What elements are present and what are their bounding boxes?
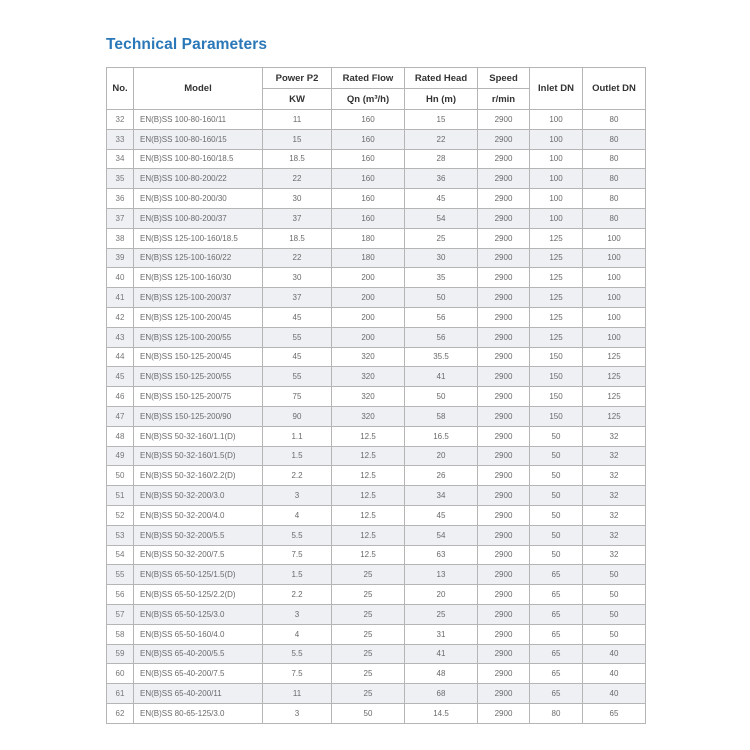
- cell-model: EN(B)SS 100-80-160/18.5: [134, 149, 263, 169]
- cell-no: 43: [107, 327, 134, 347]
- header-no: No.: [107, 68, 134, 110]
- cell-head: 35: [405, 268, 478, 288]
- table-row: [107, 703, 646, 723]
- table-row: [107, 367, 646, 387]
- cell-head: 56: [405, 327, 478, 347]
- cell-no: 54: [107, 545, 134, 565]
- cell-outlet: 100: [583, 307, 646, 327]
- cell-power: 3: [263, 486, 332, 506]
- cell-flow: 320: [332, 367, 405, 387]
- cell-model: EN(B)SS 150-125-200/55: [134, 367, 263, 387]
- cell-no: 41: [107, 288, 134, 308]
- table-row: [107, 387, 646, 407]
- cell-inlet: 65: [530, 585, 583, 605]
- cell-flow: 25: [332, 684, 405, 704]
- cell-power: 37: [263, 288, 332, 308]
- table-row: [107, 208, 646, 228]
- cell-model: EN(B)SS 125-100-200/55: [134, 327, 263, 347]
- cell-power: 22: [263, 248, 332, 268]
- table-row: [107, 307, 646, 327]
- cell-no: 33: [107, 129, 134, 149]
- cell-no: 47: [107, 406, 134, 426]
- cell-speed: 2900: [478, 387, 530, 407]
- cell-power: 1.5: [263, 446, 332, 466]
- cell-no: 49: [107, 446, 134, 466]
- cell-speed: 2900: [478, 466, 530, 486]
- table-row: [107, 406, 646, 426]
- cell-model: EN(B)SS 65-50-125/1.5(D): [134, 565, 263, 585]
- cell-speed: 2900: [478, 644, 530, 664]
- cell-power: 4: [263, 505, 332, 525]
- cell-speed: 2900: [478, 327, 530, 347]
- cell-model: EN(B)SS 125-100-160/30: [134, 268, 263, 288]
- cell-speed: 2900: [478, 525, 530, 545]
- cell-outlet: 50: [583, 585, 646, 605]
- cell-speed: 2900: [478, 228, 530, 248]
- cell-power: 1.5: [263, 565, 332, 585]
- cell-speed: 2900: [478, 347, 530, 367]
- header-flow-unit: Qn (m³/h): [332, 89, 405, 110]
- cell-inlet: 65: [530, 644, 583, 664]
- header-power-unit: KW: [263, 89, 332, 110]
- cell-outlet: 80: [583, 149, 646, 169]
- cell-outlet: 32: [583, 466, 646, 486]
- cell-speed: 2900: [478, 248, 530, 268]
- cell-outlet: 32: [583, 545, 646, 565]
- cell-inlet: 100: [530, 208, 583, 228]
- cell-speed: 2900: [478, 505, 530, 525]
- cell-inlet: 50: [530, 466, 583, 486]
- cell-flow: 12.5: [332, 426, 405, 446]
- cell-flow: 25: [332, 604, 405, 624]
- cell-no: 34: [107, 149, 134, 169]
- header-power: Power P2: [263, 68, 332, 89]
- cell-no: 55: [107, 565, 134, 585]
- cell-inlet: 50: [530, 545, 583, 565]
- cell-inlet: 50: [530, 446, 583, 466]
- cell-outlet: 100: [583, 327, 646, 347]
- cell-outlet: 80: [583, 189, 646, 209]
- cell-power: 15: [263, 129, 332, 149]
- cell-inlet: 65: [530, 565, 583, 585]
- cell-model: EN(B)SS 50-32-200/7.5: [134, 545, 263, 565]
- cell-no: 50: [107, 466, 134, 486]
- cell-inlet: 100: [530, 189, 583, 209]
- cell-inlet: 65: [530, 664, 583, 684]
- table-row: [107, 347, 646, 367]
- cell-head: 20: [405, 585, 478, 605]
- cell-outlet: 50: [583, 604, 646, 624]
- cell-speed: 2900: [478, 307, 530, 327]
- cell-head: 13: [405, 565, 478, 585]
- cell-inlet: 125: [530, 307, 583, 327]
- cell-model: EN(B)SS 65-40-200/11: [134, 684, 263, 704]
- header-speed-unit: r/min: [478, 89, 530, 110]
- cell-flow: 180: [332, 248, 405, 268]
- cell-power: 37: [263, 208, 332, 228]
- cell-flow: 160: [332, 110, 405, 130]
- header-model: Model: [134, 68, 263, 110]
- cell-flow: 160: [332, 149, 405, 169]
- cell-outlet: 80: [583, 110, 646, 130]
- cell-model: EN(B)SS 125-100-200/37: [134, 288, 263, 308]
- cell-flow: 160: [332, 189, 405, 209]
- cell-model: EN(B)SS 125-100-160/22: [134, 248, 263, 268]
- cell-power: 11: [263, 684, 332, 704]
- cell-inlet: 125: [530, 228, 583, 248]
- table-row: [107, 426, 646, 446]
- cell-power: 55: [263, 327, 332, 347]
- cell-no: 59: [107, 644, 134, 664]
- cell-model: EN(B)SS 50-32-200/3.0: [134, 486, 263, 506]
- cell-flow: 160: [332, 169, 405, 189]
- cell-no: 46: [107, 387, 134, 407]
- cell-outlet: 32: [583, 505, 646, 525]
- cell-inlet: 50: [530, 505, 583, 525]
- cell-model: EN(B)SS 65-40-200/5.5: [134, 644, 263, 664]
- cell-outlet: 125: [583, 367, 646, 387]
- table-row: [107, 644, 646, 664]
- cell-speed: 2900: [478, 703, 530, 723]
- cell-no: 61: [107, 684, 134, 704]
- cell-head: 34: [405, 486, 478, 506]
- cell-speed: 2900: [478, 486, 530, 506]
- table-body: [107, 110, 646, 724]
- cell-outlet: 40: [583, 684, 646, 704]
- cell-no: 57: [107, 604, 134, 624]
- cell-flow: 12.5: [332, 505, 405, 525]
- cell-head: 63: [405, 545, 478, 565]
- cell-outlet: 40: [583, 644, 646, 664]
- cell-power: 7.5: [263, 664, 332, 684]
- table-row: [107, 327, 646, 347]
- cell-power: 2.2: [263, 585, 332, 605]
- cell-outlet: 100: [583, 288, 646, 308]
- header-head-unit: Hn (m): [405, 89, 478, 110]
- cell-flow: 25: [332, 644, 405, 664]
- cell-flow: 50: [332, 703, 405, 723]
- cell-no: 53: [107, 525, 134, 545]
- table-row: [107, 545, 646, 565]
- table-row: [107, 505, 646, 525]
- cell-flow: 180: [332, 228, 405, 248]
- cell-model: EN(B)SS 100-80-160/15: [134, 129, 263, 149]
- table-row: [107, 624, 646, 644]
- cell-flow: 12.5: [332, 486, 405, 506]
- cell-speed: 2900: [478, 149, 530, 169]
- cell-inlet: 100: [530, 169, 583, 189]
- cell-inlet: 150: [530, 367, 583, 387]
- table-row: [107, 565, 646, 585]
- cell-power: 45: [263, 347, 332, 367]
- cell-outlet: 32: [583, 486, 646, 506]
- cell-head: 41: [405, 367, 478, 387]
- cell-inlet: 125: [530, 268, 583, 288]
- table-row: [107, 446, 646, 466]
- header-inlet: Inlet DN: [530, 68, 583, 110]
- cell-speed: 2900: [478, 367, 530, 387]
- cell-inlet: 150: [530, 406, 583, 426]
- cell-flow: 200: [332, 288, 405, 308]
- cell-head: 22: [405, 129, 478, 149]
- cell-outlet: 50: [583, 565, 646, 585]
- cell-speed: 2900: [478, 110, 530, 130]
- cell-speed: 2900: [478, 446, 530, 466]
- cell-flow: 160: [332, 129, 405, 149]
- cell-flow: 320: [332, 387, 405, 407]
- cell-no: 45: [107, 367, 134, 387]
- cell-model: EN(B)SS 50-32-160/1.1(D): [134, 426, 263, 446]
- cell-power: 7.5: [263, 545, 332, 565]
- cell-flow: 320: [332, 406, 405, 426]
- cell-model: EN(B)SS 100-80-200/37: [134, 208, 263, 228]
- cell-no: 40: [107, 268, 134, 288]
- cell-power: 18.5: [263, 228, 332, 248]
- table-row: [107, 288, 646, 308]
- cell-inlet: 125: [530, 288, 583, 308]
- cell-outlet: 100: [583, 248, 646, 268]
- cell-no: 44: [107, 347, 134, 367]
- cell-outlet: 32: [583, 525, 646, 545]
- cell-inlet: 50: [530, 486, 583, 506]
- table-row: [107, 684, 646, 704]
- cell-no: 60: [107, 664, 134, 684]
- cell-flow: 12.5: [332, 545, 405, 565]
- cell-flow: 25: [332, 664, 405, 684]
- cell-power: 22: [263, 169, 332, 189]
- cell-power: 90: [263, 406, 332, 426]
- cell-head: 31: [405, 624, 478, 644]
- table-row: [107, 129, 646, 149]
- cell-speed: 2900: [478, 684, 530, 704]
- cell-inlet: 80: [530, 703, 583, 723]
- cell-speed: 2900: [478, 545, 530, 565]
- cell-speed: 2900: [478, 426, 530, 446]
- cell-head: 20: [405, 446, 478, 466]
- cell-speed: 2900: [478, 585, 530, 605]
- cell-flow: 25: [332, 624, 405, 644]
- cell-no: 32: [107, 110, 134, 130]
- cell-inlet: 125: [530, 248, 583, 268]
- cell-outlet: 80: [583, 208, 646, 228]
- table-row: [107, 268, 646, 288]
- cell-model: EN(B)SS 65-50-125/3.0: [134, 604, 263, 624]
- cell-power: 5.5: [263, 525, 332, 545]
- cell-head: 36: [405, 169, 478, 189]
- cell-no: 35: [107, 169, 134, 189]
- cell-power: 3: [263, 703, 332, 723]
- cell-head: 54: [405, 525, 478, 545]
- cell-power: 2.2: [263, 466, 332, 486]
- cell-outlet: 32: [583, 446, 646, 466]
- cell-head: 16.5: [405, 426, 478, 446]
- table-row: [107, 466, 646, 486]
- cell-power: 30: [263, 189, 332, 209]
- cell-head: 41: [405, 644, 478, 664]
- cell-speed: 2900: [478, 664, 530, 684]
- cell-outlet: 125: [583, 347, 646, 367]
- cell-speed: 2900: [478, 129, 530, 149]
- cell-flow: 200: [332, 307, 405, 327]
- cell-speed: 2900: [478, 604, 530, 624]
- cell-inlet: 65: [530, 684, 583, 704]
- cell-outlet: 125: [583, 406, 646, 426]
- table-row: [107, 525, 646, 545]
- cell-head: 25: [405, 604, 478, 624]
- header-speed: Speed: [478, 68, 530, 89]
- cell-speed: 2900: [478, 288, 530, 308]
- cell-head: 26: [405, 466, 478, 486]
- cell-inlet: 100: [530, 110, 583, 130]
- table-row: [107, 486, 646, 506]
- cell-model: EN(B)SS 150-125-200/75: [134, 387, 263, 407]
- cell-model: EN(B)SS 125-100-200/45: [134, 307, 263, 327]
- cell-no: 52: [107, 505, 134, 525]
- cell-power: 11: [263, 110, 332, 130]
- cell-no: 51: [107, 486, 134, 506]
- cell-no: 48: [107, 426, 134, 446]
- cell-outlet: 50: [583, 624, 646, 644]
- table-row: [107, 228, 646, 248]
- cell-head: 30: [405, 248, 478, 268]
- cell-model: EN(B)SS 50-32-160/2.2(D): [134, 466, 263, 486]
- cell-model: EN(B)SS 125-100-160/18.5: [134, 228, 263, 248]
- cell-inlet: 150: [530, 347, 583, 367]
- cell-inlet: 50: [530, 426, 583, 446]
- cell-model: EN(B)SS 150-125-200/90: [134, 406, 263, 426]
- cell-flow: 12.5: [332, 446, 405, 466]
- cell-power: 3: [263, 604, 332, 624]
- cell-no: 58: [107, 624, 134, 644]
- table-row: [107, 149, 646, 169]
- cell-model: EN(B)SS 150-125-200/45: [134, 347, 263, 367]
- cell-model: EN(B)SS 100-80-160/11: [134, 110, 263, 130]
- table-row: [107, 664, 646, 684]
- cell-inlet: 50: [530, 525, 583, 545]
- cell-inlet: 100: [530, 129, 583, 149]
- cell-no: 42: [107, 307, 134, 327]
- cell-head: 56: [405, 307, 478, 327]
- table-header: [107, 68, 646, 110]
- cell-head: 14.5: [405, 703, 478, 723]
- cell-power: 30: [263, 268, 332, 288]
- cell-head: 48: [405, 664, 478, 684]
- table-row: [107, 585, 646, 605]
- cell-head: 45: [405, 189, 478, 209]
- technical-parameters-table: [106, 67, 646, 724]
- cell-head: 68: [405, 684, 478, 704]
- cell-speed: 2900: [478, 189, 530, 209]
- cell-model: EN(B)SS 65-50-125/2.2(D): [134, 585, 263, 605]
- cell-speed: 2900: [478, 624, 530, 644]
- cell-no: 39: [107, 248, 134, 268]
- cell-outlet: 65: [583, 703, 646, 723]
- cell-outlet: 100: [583, 268, 646, 288]
- table-row: [107, 110, 646, 130]
- cell-speed: 2900: [478, 169, 530, 189]
- header-outlet: Outlet DN: [583, 68, 646, 110]
- cell-outlet: 80: [583, 169, 646, 189]
- cell-inlet: 100: [530, 149, 583, 169]
- cell-power: 75: [263, 387, 332, 407]
- cell-flow: 200: [332, 268, 405, 288]
- cell-inlet: 65: [530, 624, 583, 644]
- cell-model: EN(B)SS 50-32-200/5.5: [134, 525, 263, 545]
- cell-model: EN(B)SS 100-80-200/22: [134, 169, 263, 189]
- cell-head: 50: [405, 288, 478, 308]
- cell-speed: 2900: [478, 208, 530, 228]
- cell-model: EN(B)SS 80-65-125/3.0: [134, 703, 263, 723]
- cell-model: EN(B)SS 65-50-160/4.0: [134, 624, 263, 644]
- header-flow: Rated Flow: [332, 68, 405, 89]
- cell-flow: 160: [332, 208, 405, 228]
- cell-power: 5.5: [263, 644, 332, 664]
- cell-outlet: 32: [583, 426, 646, 446]
- cell-flow: 200: [332, 327, 405, 347]
- cell-speed: 2900: [478, 565, 530, 585]
- header-head: Rated Head: [405, 68, 478, 89]
- cell-model: EN(B)SS 65-40-200/7.5: [134, 664, 263, 684]
- cell-head: 58: [405, 406, 478, 426]
- cell-no: 36: [107, 189, 134, 209]
- cell-no: 37: [107, 208, 134, 228]
- cell-speed: 2900: [478, 406, 530, 426]
- cell-inlet: 150: [530, 387, 583, 407]
- table-row: [107, 169, 646, 189]
- cell-inlet: 125: [530, 327, 583, 347]
- cell-head: 28: [405, 149, 478, 169]
- cell-no: 38: [107, 228, 134, 248]
- cell-head: 15: [405, 110, 478, 130]
- cell-head: 35.5: [405, 347, 478, 367]
- cell-head: 54: [405, 208, 478, 228]
- cell-inlet: 65: [530, 604, 583, 624]
- cell-power: 55: [263, 367, 332, 387]
- cell-flow: 25: [332, 565, 405, 585]
- table-row: [107, 189, 646, 209]
- cell-model: EN(B)SS 50-32-160/1.5(D): [134, 446, 263, 466]
- cell-head: 50: [405, 387, 478, 407]
- cell-flow: 320: [332, 347, 405, 367]
- cell-power: 1.1: [263, 426, 332, 446]
- cell-flow: 12.5: [332, 525, 405, 545]
- cell-head: 25: [405, 228, 478, 248]
- cell-no: 56: [107, 585, 134, 605]
- cell-outlet: 100: [583, 228, 646, 248]
- table-row: [107, 604, 646, 624]
- cell-outlet: 125: [583, 387, 646, 407]
- cell-speed: 2900: [478, 268, 530, 288]
- cell-outlet: 40: [583, 664, 646, 684]
- cell-flow: 25: [332, 585, 405, 605]
- cell-no: 62: [107, 703, 134, 723]
- page-title: Technical Parameters: [106, 36, 268, 53]
- cell-outlet: 80: [583, 129, 646, 149]
- cell-power: 18.5: [263, 149, 332, 169]
- table-row: [107, 248, 646, 268]
- cell-head: 45: [405, 505, 478, 525]
- cell-model: EN(B)SS 50-32-200/4.0: [134, 505, 263, 525]
- cell-power: 45: [263, 307, 332, 327]
- cell-power: 4: [263, 624, 332, 644]
- cell-flow: 12.5: [332, 466, 405, 486]
- cell-model: EN(B)SS 100-80-200/30: [134, 189, 263, 209]
